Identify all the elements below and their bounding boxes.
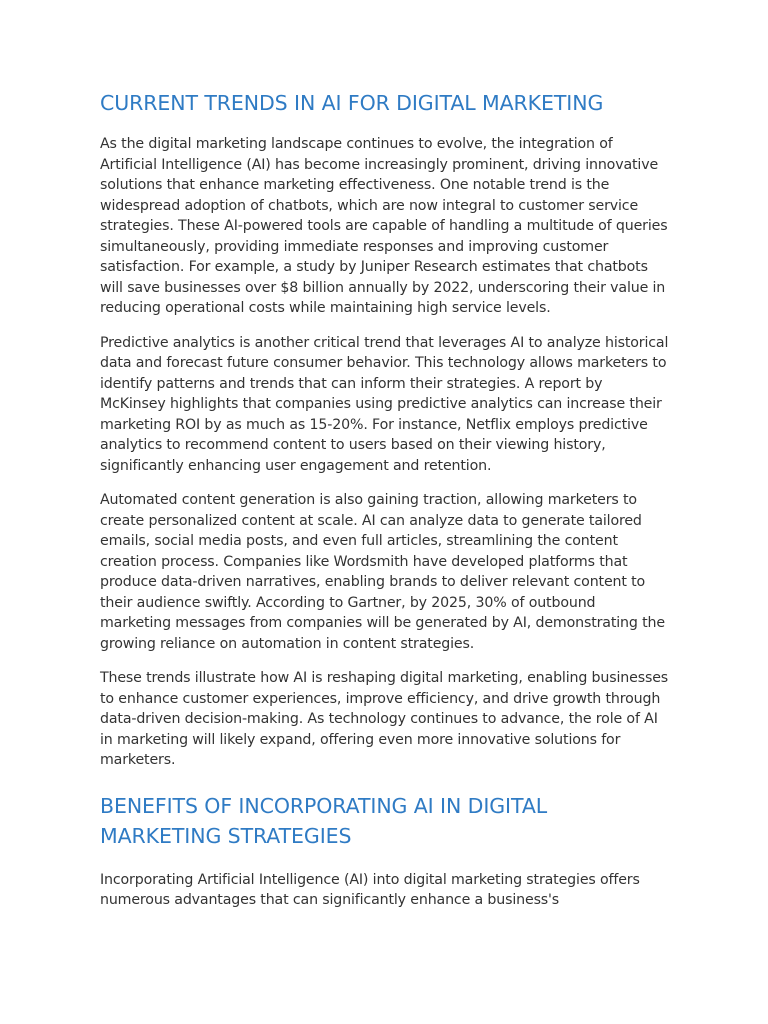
body-paragraph: Predictive analytics is another critical trend that leverages AI to analyze historical data and forecast future consumer behavior. This technology allows marketers to identify patterns and trends that can inform their strategies. A report by McKinsey highlights that companies using predictive analytics can increase their marketing ROI by as much as 15-20%. For instance, Netflix employs predictive analytics to recommend content to users based on their viewing history, significantly enhancing user engagement and retention. (100, 334, 669, 474)
section-heading-current-trends: CURRENT TRENDS IN AI FOR DIGITAL MARKETING (100, 91, 604, 115)
body-paragraph: As the digital marketing landscape continues to evolve, the integration of Artificial Intelligence (AI) has become increasingly prominent, driving innovative solutions that enhance marketing effectiveness. One notable trend is the widespread adoption of chatbots, which are now integral to customer service strategies. These AI-powered tools are capable of handling a multitude of queries simultaneously, providing immediate responses and improving customer satisfaction. For example, a study by Juniper Research estimates that chatbots will save businesses over $8 billion annually by 2022, underscoring their value in reducing operational costs while maintaining high service levels. (100, 136, 668, 316)
body-paragraph: Incorporating Artificial Intelligence (AI) into digital marketing strategies offers numerous advantages that can significantly enhance a business's (100, 871, 640, 908)
document-page (100, 88, 670, 925)
body-paragraph: These trends illustrate how AI is reshaping digital marketing, enabling businesses to enhance customer experiences, improve efficiency, and drive growth through data-driven decision-making. As technology continues to advance, the role of AI in marketing will likely expand, offering even more innovative solutions for marketers. (100, 670, 669, 768)
section-heading-benefits: BENEFITS OF INCORPORATING AI IN DIGITAL MARKETING STRATEGIES (100, 793, 548, 848)
body-paragraph: Automated content generation is also gaining traction, allowing marketers to create personalized content at scale. AI can analyze data to generate tailored emails, social media posts, and even full articles, streamlining the content creation process. Companies like Wordsmith have developed platforms that produce data-driven narratives, enabling brands to deliver relevant content to their audience swiftly. According to Gartner, by 2025, 30% of outbound marketing messages from companies will be generated by AI, demonstrating the growing reliance on automation in content strategies. (100, 492, 665, 652)
